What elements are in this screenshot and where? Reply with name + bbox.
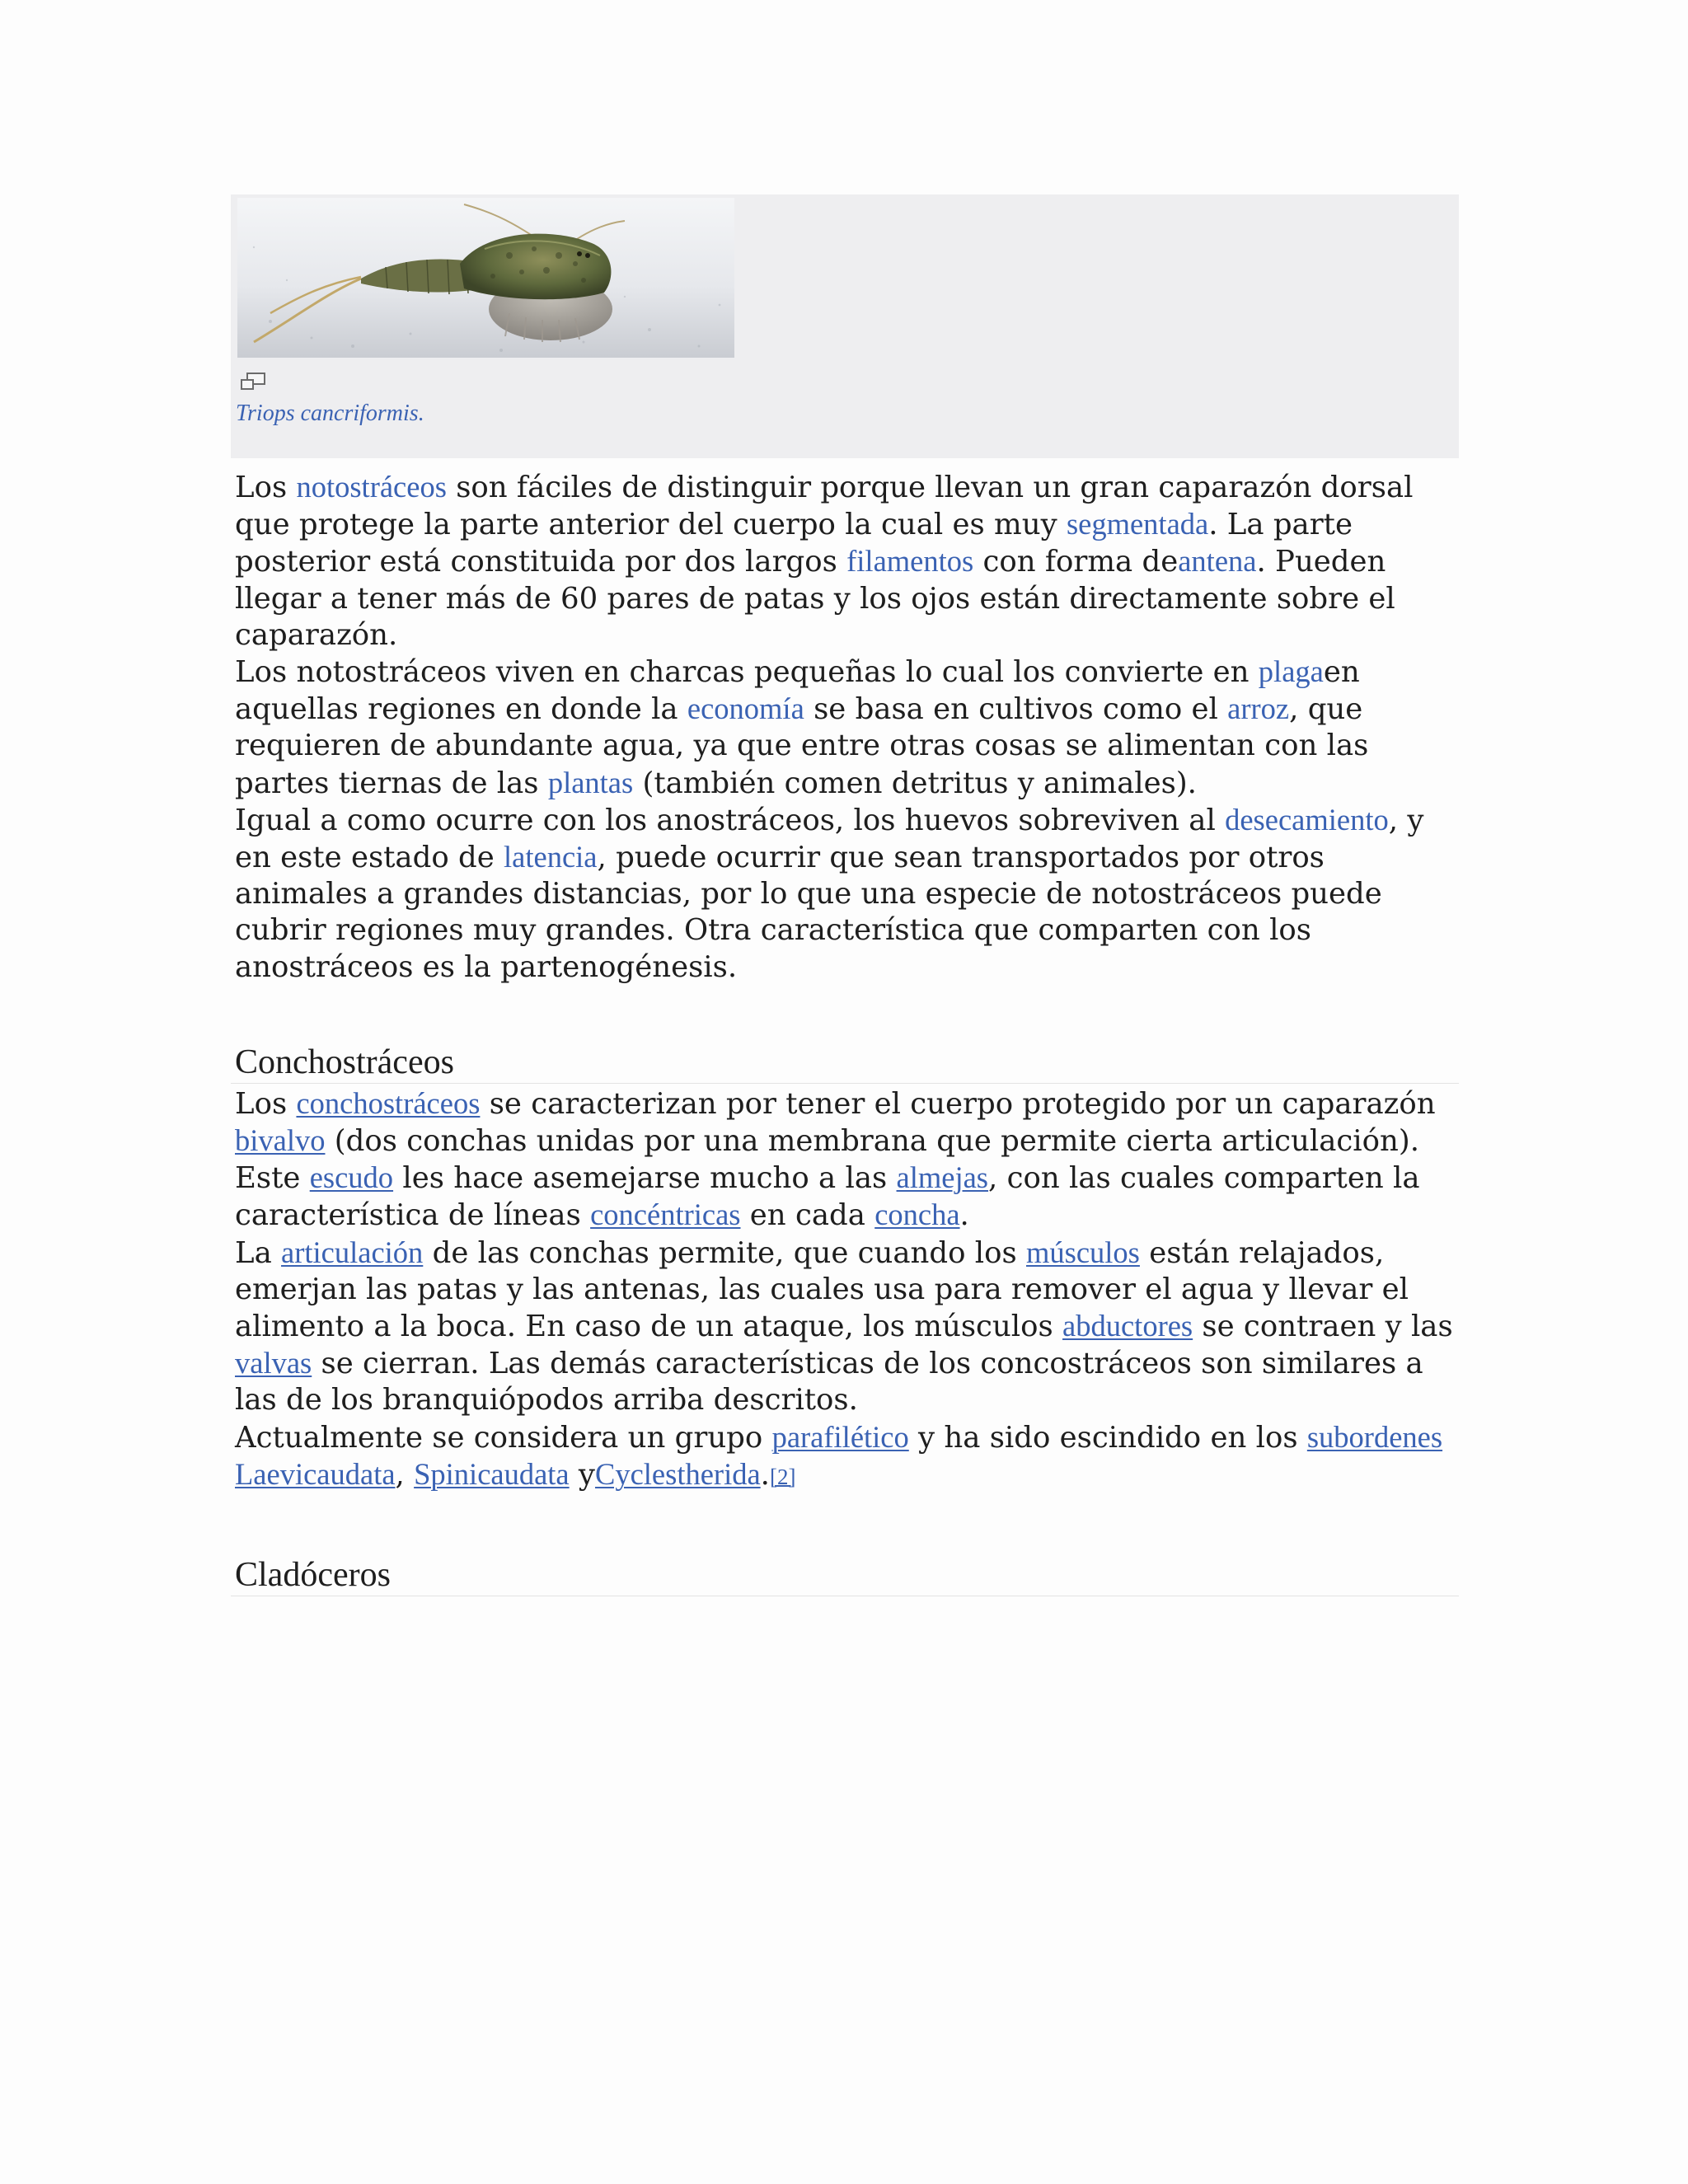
article-content	[231, 194, 1459, 1596]
text: de las conchas permite, que cuando los	[423, 1235, 1026, 1270]
link-abductores[interactable]: abductores	[1062, 1309, 1193, 1343]
link-plaga[interactable]: plaga	[1258, 654, 1324, 689]
link-subordenes[interactable]: subordenes	[1306, 1419, 1443, 1454]
link-bivalvo[interactable]: bivalvo	[235, 1123, 326, 1158]
link-parafiletico[interactable]: parafilético	[771, 1419, 909, 1454]
text: y ha sido escindido en los	[908, 1420, 1307, 1455]
text: les hace asemejarse mucho a las	[393, 1161, 897, 1196]
link-conchostraceos[interactable]: conchostráceos	[296, 1085, 481, 1120]
text: se basa en cultivos como el	[804, 692, 1228, 727]
link-arroz[interactable]: arroz	[1227, 691, 1290, 726]
text: ,	[395, 1457, 415, 1492]
text: y	[569, 1457, 595, 1492]
text: .	[760, 1457, 770, 1492]
paragraph	[235, 1085, 1459, 1235]
paragraph	[235, 1235, 1459, 1419]
reference-link[interactable]: [2]	[769, 1464, 796, 1489]
text: , puede ocurrir que sean transportados por otros animales a grandes distancias, por lo que una especie de notostráceos puede cubrir regiones muy grandes. Otra característica que comparten con los anostráceos es la partenogénesis.	[235, 841, 1382, 984]
text: se cierran. Las demás características de los concostráceos son similares a las de los branquiópodos arriba descritos.	[235, 1347, 1423, 1418]
text: . La parte posterior está constituida por dos largos	[235, 508, 1353, 579]
text: son fáciles de distinguir porque llevan un gran caparazón dorsal que protege la parte anterior del cuerpo la cual es muy	[235, 471, 1414, 542]
text: en cada	[740, 1198, 875, 1233]
link-laevicaudata[interactable]: Laevicaudata	[235, 1456, 396, 1491]
link-economia[interactable]: economía	[687, 691, 804, 726]
text: Los	[235, 1086, 297, 1121]
section-heading-conchostraceos: Conchostráceos	[231, 1042, 1459, 1084]
link-concha[interactable]: concha	[874, 1197, 960, 1232]
text: Los notostráceos viven en charcas pequeñas lo cual los convierte en	[235, 655, 1259, 690]
section-heading-cladoceros: Cladóceros	[231, 1554, 1459, 1596]
link-plantas[interactable]: plantas	[547, 765, 634, 799]
text: Actualmente se considera un grupo	[235, 1420, 772, 1455]
magnify-clip-icon[interactable]	[239, 371, 267, 392]
text: La	[235, 1235, 282, 1270]
figure-thumbnail	[231, 194, 1459, 458]
link-escudo[interactable]: escudo	[309, 1160, 394, 1195]
link-concentricas[interactable]: concéntricas	[590, 1197, 741, 1232]
triops-photo[interactable]	[237, 198, 734, 358]
text: están relajados, emerjan las patas y las antenas, las cuales usa para remover el agua y llevar el alimento a la boca. En caso de un ataque, los músculos	[235, 1235, 1409, 1344]
link-notostraceos[interactable]: notostráceos	[296, 470, 447, 504]
paragraph	[235, 802, 1459, 986]
text: , con las cuales comparten la característica de líneas	[235, 1161, 1420, 1233]
link-latencia[interactable]: latencia	[504, 840, 598, 874]
link-musculos[interactable]: músculos	[1026, 1235, 1140, 1269]
text: (también comen detritus y animales).	[633, 766, 1197, 800]
text: se caracterizan por tener el cuerpo protegido por un caparazón	[480, 1086, 1436, 1121]
link-articulacion[interactable]: articulación	[281, 1235, 424, 1269]
paragraph	[235, 1419, 1459, 1495]
text: con forma de	[973, 545, 1179, 579]
text: Los	[235, 471, 297, 504]
notostraceos-section	[231, 469, 1459, 986]
text: . Pueden llegar a tener más de 60 pares de patas y los ojos están directamente sobre el caparazón.	[235, 545, 1395, 652]
text: (dos conchas unidas por una membrana que permite cierta articulación). Este	[235, 1124, 1419, 1196]
link-antena[interactable]: antena	[1178, 544, 1257, 579]
link-filamentos[interactable]: filamentos	[846, 544, 974, 579]
link-desecamiento[interactable]: desecamiento	[1225, 802, 1389, 837]
text: Igual a como ocurre con los anostráceos, los huevos sobreviven al	[235, 803, 1226, 837]
paragraph	[235, 469, 1459, 654]
link-cyclestherida[interactable]: Cyclestherida	[594, 1456, 761, 1491]
text: se contraen y las	[1193, 1310, 1453, 1344]
link-almejas[interactable]: almejas	[896, 1160, 989, 1195]
link-spinicaudata[interactable]: Spinicaudata	[414, 1456, 570, 1491]
figure-caption[interactable]: Triops cancriformis.	[236, 401, 424, 426]
text: , y en este estado de	[235, 803, 1424, 875]
link-valvas[interactable]: valvas	[235, 1346, 312, 1380]
text: en aquellas regiones en donde la	[235, 655, 1360, 727]
link-segmentada[interactable]: segmentada	[1066, 507, 1209, 541]
conchostraceos-section	[231, 1085, 1459, 1495]
paragraph	[235, 654, 1459, 802]
text: , que requieren de abundante agua, ya que entre otras cosas se alimentan con las partes tiernas de las	[235, 692, 1369, 800]
text: .	[959, 1198, 969, 1233]
